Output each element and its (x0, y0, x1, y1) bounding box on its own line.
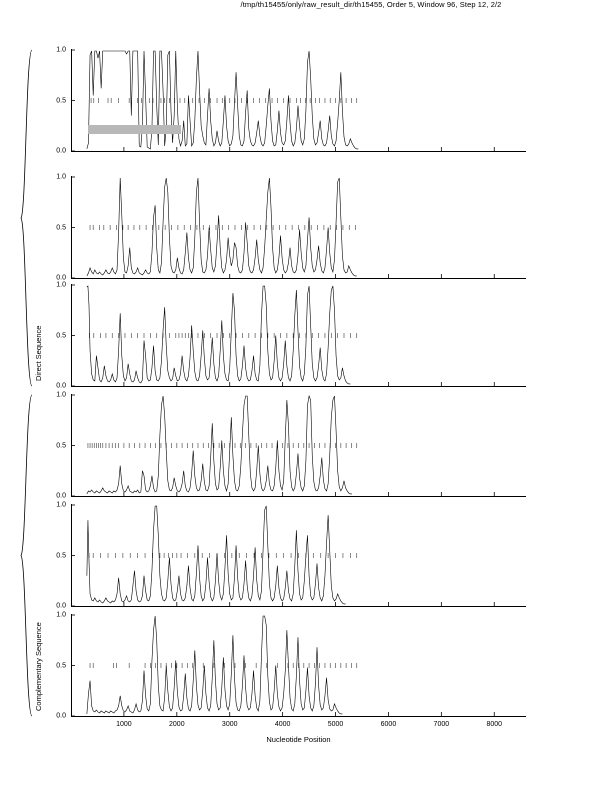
y-tick-label: 0.0 (56, 147, 66, 155)
chart-panel-5 (71, 504, 526, 607)
panel-plot-canvas (71, 504, 526, 607)
y-tick-label: 0.0 (56, 382, 66, 390)
x-tick-label: 3000 (221, 721, 238, 728)
x-tick-label: 7000 (433, 721, 450, 728)
y-tick-label: 0.0 (56, 602, 66, 610)
chart-panel-6 (71, 614, 526, 717)
y-tick-label: 0.5 (56, 97, 66, 104)
x-tick-label: 4000 (274, 721, 291, 728)
y-tick-label: 0.0 (56, 492, 66, 500)
brace-complementary (19, 394, 33, 717)
panel-plot-canvas (71, 284, 526, 387)
y-tick-label: 1.0 (56, 46, 66, 54)
y-tick-label: 1.0 (56, 611, 66, 619)
panel-plot-canvas (71, 176, 526, 279)
y-tick-label: 1.0 (56, 173, 66, 181)
y-tick-label: 0.0 (56, 712, 66, 720)
x-tick-label: 8000 (486, 721, 503, 728)
figure-title: /tmp/th15455/only/raw_result_dir/th15455, Order 5, Window 96, Step 12, 2/2 (240, 0, 502, 9)
y-tick-label: 0.5 (56, 442, 66, 449)
y-tick-label: 0.5 (56, 552, 66, 559)
y-axis-label-direct: Direct Sequence (34, 325, 43, 381)
chart-panel-2 (71, 176, 526, 279)
brace-direct (19, 49, 33, 387)
data-trace (87, 286, 350, 384)
data-trace (87, 178, 357, 276)
y-tick-label: 0.5 (56, 224, 66, 231)
y-tick-label: 1.0 (56, 501, 66, 509)
y-tick-label: 0.5 (56, 662, 66, 669)
x-tick-label: 1000 (116, 721, 132, 728)
panel-plot-canvas (71, 394, 526, 497)
data-trace (87, 506, 346, 604)
panel-plot-canvas (71, 49, 526, 152)
y-tick-label: 0.5 (56, 332, 66, 339)
y-tick-label: 1.0 (56, 391, 66, 399)
x-axis-label: Nucleotide Position (266, 735, 331, 744)
y-tick-label: 1.0 (56, 281, 66, 289)
highlight-band (88, 125, 180, 134)
x-tick-label: 2000 (169, 721, 185, 728)
chart-panel-4 (71, 394, 526, 497)
panel-plot-canvas (71, 614, 526, 717)
y-axis-label-complementary: Complementary Sequence (34, 622, 43, 711)
x-tick-label: 6000 (380, 721, 397, 728)
x-tick-label: 5000 (327, 721, 344, 728)
chart-panel-3 (71, 284, 526, 387)
chart-panel-1 (71, 49, 526, 152)
y-tick-label: 0.0 (56, 274, 66, 282)
